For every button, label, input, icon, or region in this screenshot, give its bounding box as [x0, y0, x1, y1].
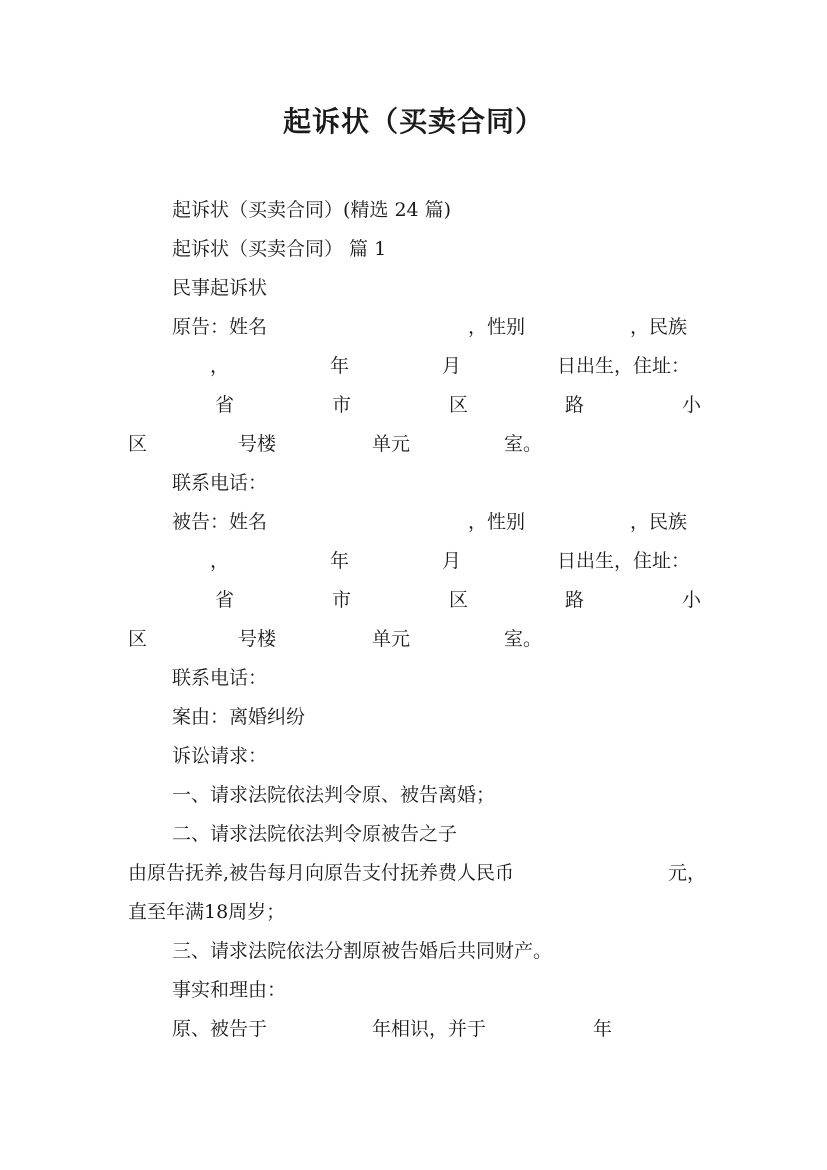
plaintiff-ethnicity-label: ，民族: [630, 316, 688, 338]
claims-heading: 诉讼请求：: [172, 745, 268, 767]
plaintiff-road: 路: [565, 394, 585, 416]
defendant-comma: ，: [210, 550, 230, 572]
defendant-room: 室。: [504, 628, 543, 650]
plaintiff-district: 区: [449, 394, 469, 416]
claim-2-second-line: 由原告抚养,被告每月向原告支付抚养费人民币: [128, 862, 515, 884]
defendant-province: 省: [215, 589, 235, 611]
facts-part-c: 年: [593, 1018, 613, 1040]
claim-2-third-line: 直至年满18周岁；: [128, 901, 286, 923]
plaintiff-city: 市: [332, 394, 352, 416]
defendant-road: 路: [565, 589, 585, 611]
defendant-month: 月: [442, 550, 462, 572]
defendant-unit: 单元: [372, 628, 411, 650]
subtitle: 起诉状（买卖合同）(精选 24 篇): [172, 199, 452, 221]
defendant-building: 号楼: [238, 628, 277, 650]
defendant-district: 区: [449, 589, 469, 611]
plaintiff-room: 室。: [504, 433, 543, 455]
plaintiff-born-address: 日出生，住址：: [557, 355, 691, 377]
plaintiff-qu: 区: [128, 433, 148, 455]
plaintiff-unit: 单元: [372, 433, 411, 455]
claim-2-yuan: 元，: [668, 862, 707, 884]
plaintiff-name-label: 原告：姓名: [172, 316, 268, 338]
defendant-gender-label: ，性别: [468, 511, 526, 533]
defendant-born-address: 日出生，住址：: [557, 550, 691, 572]
defendant-phone: 联系电话：: [172, 667, 268, 689]
defendant-xiao: 小: [682, 589, 702, 611]
defendant-qu: 区: [128, 628, 148, 650]
plaintiff-gender-label: ，性别: [468, 316, 526, 338]
plaintiff-building: 号楼: [238, 433, 277, 455]
case-cause: 案由：离婚纠纷: [172, 706, 306, 728]
document-title: 起诉状（买卖合同）: [282, 105, 544, 138]
defendant-city: 市: [332, 589, 352, 611]
plaintiff-province: 省: [215, 394, 235, 416]
claim-3: 三、请求法院依法分割原被告婚后共同财产。: [172, 940, 553, 962]
plaintiff-comma: ，: [210, 355, 230, 377]
plaintiff-phone: 联系电话：: [172, 472, 268, 494]
claim-2-first-line: 二、请求法院依法判令原被告之子: [172, 823, 458, 845]
defendant-name-label: 被告：姓名: [172, 511, 268, 533]
defendant-year: 年: [330, 550, 350, 572]
claim-1: 一、请求法院依法判令原、被告离婚；: [172, 784, 496, 806]
plaintiff-xiao: 小: [682, 394, 702, 416]
facts-heading: 事实和理由：: [172, 979, 287, 1001]
document-type: 民事起诉状: [172, 277, 268, 299]
plaintiff-year: 年: [330, 355, 350, 377]
facts-part-b: 年相识，并于: [372, 1018, 487, 1040]
plaintiff-month: 月: [442, 355, 462, 377]
section-heading: 起诉状（买卖合同） 篇 1: [172, 238, 387, 260]
defendant-ethnicity-label: ，民族: [630, 511, 688, 533]
facts-part-a: 原、被告于: [172, 1018, 268, 1040]
